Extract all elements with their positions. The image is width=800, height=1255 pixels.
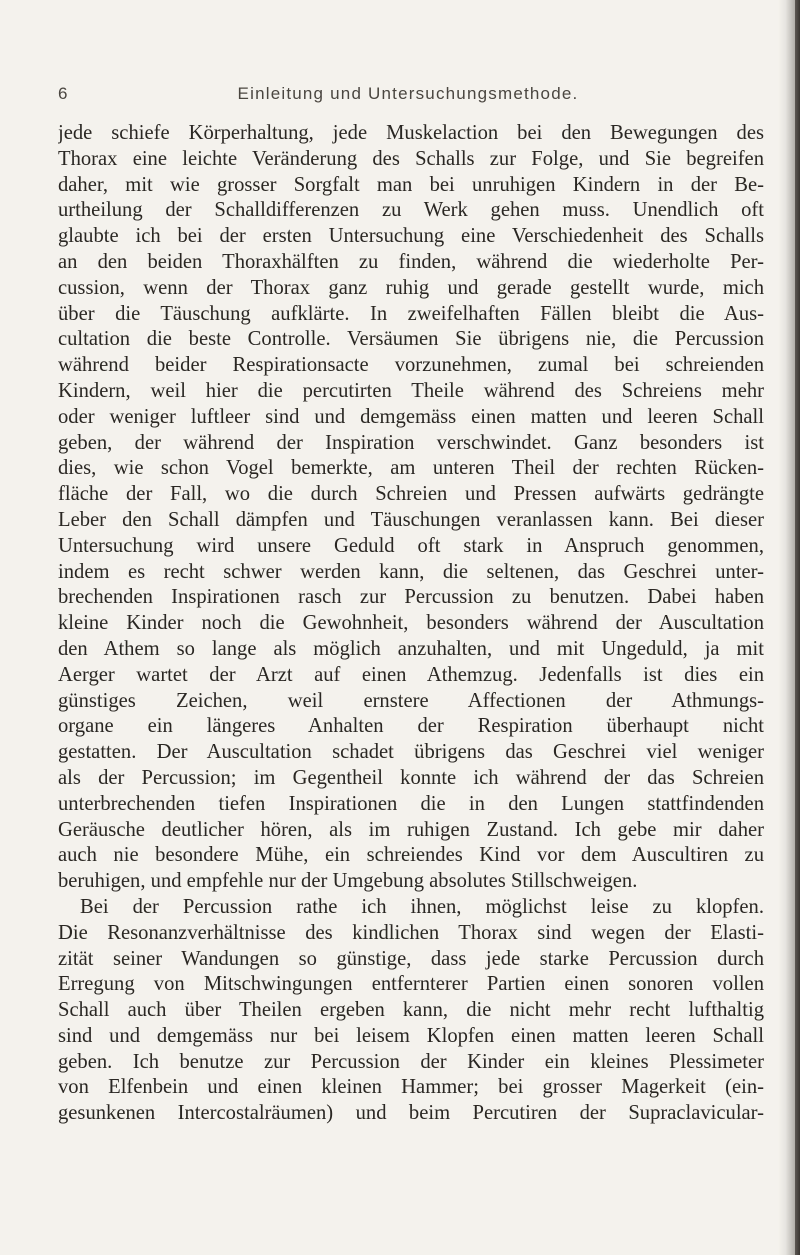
text-line: Kindern, weil hier die percutirten Theile während des Schreiens mehr (58, 379, 764, 402)
text-line: cussion, wenn der Thorax ganz ruhig und gerade gestellt wurde, mich (58, 276, 764, 299)
running-head: Einleitung und Untersuchungsmethode. (237, 84, 579, 103)
text-line: Untersuchung wird unsere Geduld oft stark in Anspruch genommen, (58, 534, 764, 557)
text-line: den Athem so lange als möglich anzuhalten, und mit Ungeduld, ja mit (58, 637, 764, 660)
text-line: von Elfenbein und einen kleinen Hammer; bei grosser Magerkeit (ein- (58, 1076, 764, 1099)
text-line: oder weniger luftleer sind und demgemäss einen matten und leeren Schall (58, 405, 764, 428)
text-line: organe ein längeres Anhalten der Respiration überhaupt nicht (58, 715, 764, 738)
text-line: auch nie besondere Mühe, ein schreiendes Kind vor dem Auscultiren zu (58, 844, 764, 867)
text-line: zität seiner Wandungen so günstige, dass jede starke Percussion durch (58, 947, 764, 970)
text-line: dies, wie schon Vogel bemerkte, am unteren Theil der rechten Rücken- (58, 457, 764, 480)
text-line: Geräusche deutlicher hören, als im ruhigen Zustand. Ich gebe mir daher (58, 818, 764, 841)
text-line: Schall auch über Theilen ergeben kann, die nicht mehr recht lufthaltig (58, 999, 764, 1022)
text-line: Erregung von Mitschwingungen entfernterer Partien einen sonoren vollen (58, 973, 764, 996)
text-line: Leber den Schall dämpfen und Täuschungen veranlassen kann. Bei dieser (58, 508, 764, 531)
text-line: an den beiden Thoraxhälften zu finden, während die wiederholte Per- (58, 250, 764, 273)
text-line: über die Täuschung aufklärte. In zweifelhaften Fällen bleibt die Aus- (58, 302, 764, 325)
page-spine-edge (795, 0, 800, 1255)
text-line: Aerger wartet der Arzt auf einen Athemzug. Jedenfalls ist dies ein (58, 663, 764, 686)
text-line: Thorax eine leichte Veränderung des Schalls zur Folge, und Sie begreifen (58, 147, 764, 170)
page-header (58, 84, 758, 108)
body-text (58, 121, 764, 1127)
text-line: günstiges Zeichen, weil ernstere Affectionen der Athmungs- (58, 689, 764, 712)
page-number: 6 (58, 84, 69, 103)
text-line: als der Percussion; im Gegentheil konnte ich während der das Schreien (58, 766, 764, 789)
text-line: sind und demgemäss nur bei leisem Klopfen einen matten leeren Schall (58, 1024, 764, 1047)
text-line: brechenden Inspirationen rasch zur Percussion zu benutzen. Dabei haben (58, 586, 764, 609)
text-line: gestatten. Der Auscultation schadet übrigens das Geschrei viel weniger (58, 741, 764, 764)
text-line: cultation die beste Controlle. Versäumen Sie übrigens nie, die Percussion (58, 328, 764, 351)
text-line: geben, der während der Inspiration verschwindet. Ganz besonders ist (58, 431, 764, 454)
text-line: fläche der Fall, wo die durch Schreien und Pressen aufwärts gedrängte (58, 483, 764, 506)
text-line: Bei der Percussion rathe ich ihnen, möglichst leise zu klopfen. (80, 895, 764, 918)
text-line: kleine Kinder noch die Gewohnheit, besonders während der Auscultation (58, 612, 764, 635)
text-line: indem es recht schwer werden kann, die seltenen, das Geschrei unter- (58, 560, 764, 583)
text-line: jede schiefe Körperhaltung, jede Muskelaction bei den Bewegungen des (58, 122, 764, 144)
text-line: daher, mit wie grosser Sorgfalt man bei unruhigen Kindern in der Be- (58, 173, 764, 196)
text-line: Die Resonanzverhältnisse des kindlichen Thorax sind wegen der Elasti- (58, 921, 764, 944)
text-line: glaubte ich bei der ersten Untersuchung eine Verschiedenheit des Schalls (58, 225, 764, 248)
text-line: gesunkenen Intercostalräumen) und beim Percutiren der Supraclavicular- (58, 1102, 764, 1125)
text-line: während beider Respirationsacte vorzunehmen, zumal bei schreienden (58, 354, 764, 377)
text-line: geben. Ich benutze zur Percussion der Kinder ein kleines Plessimeter (58, 1050, 764, 1073)
text-line: beruhigen, und empfehle nur der Umgebung absolutes Stillschweigen. (58, 870, 638, 893)
text-line: unterbrechenden tiefen Inspirationen die in den Lungen stattfindenden (58, 792, 764, 815)
text-line: urtheilung der Schalldifferenzen zu Werk gehen muss. Unendlich oft (58, 199, 764, 222)
